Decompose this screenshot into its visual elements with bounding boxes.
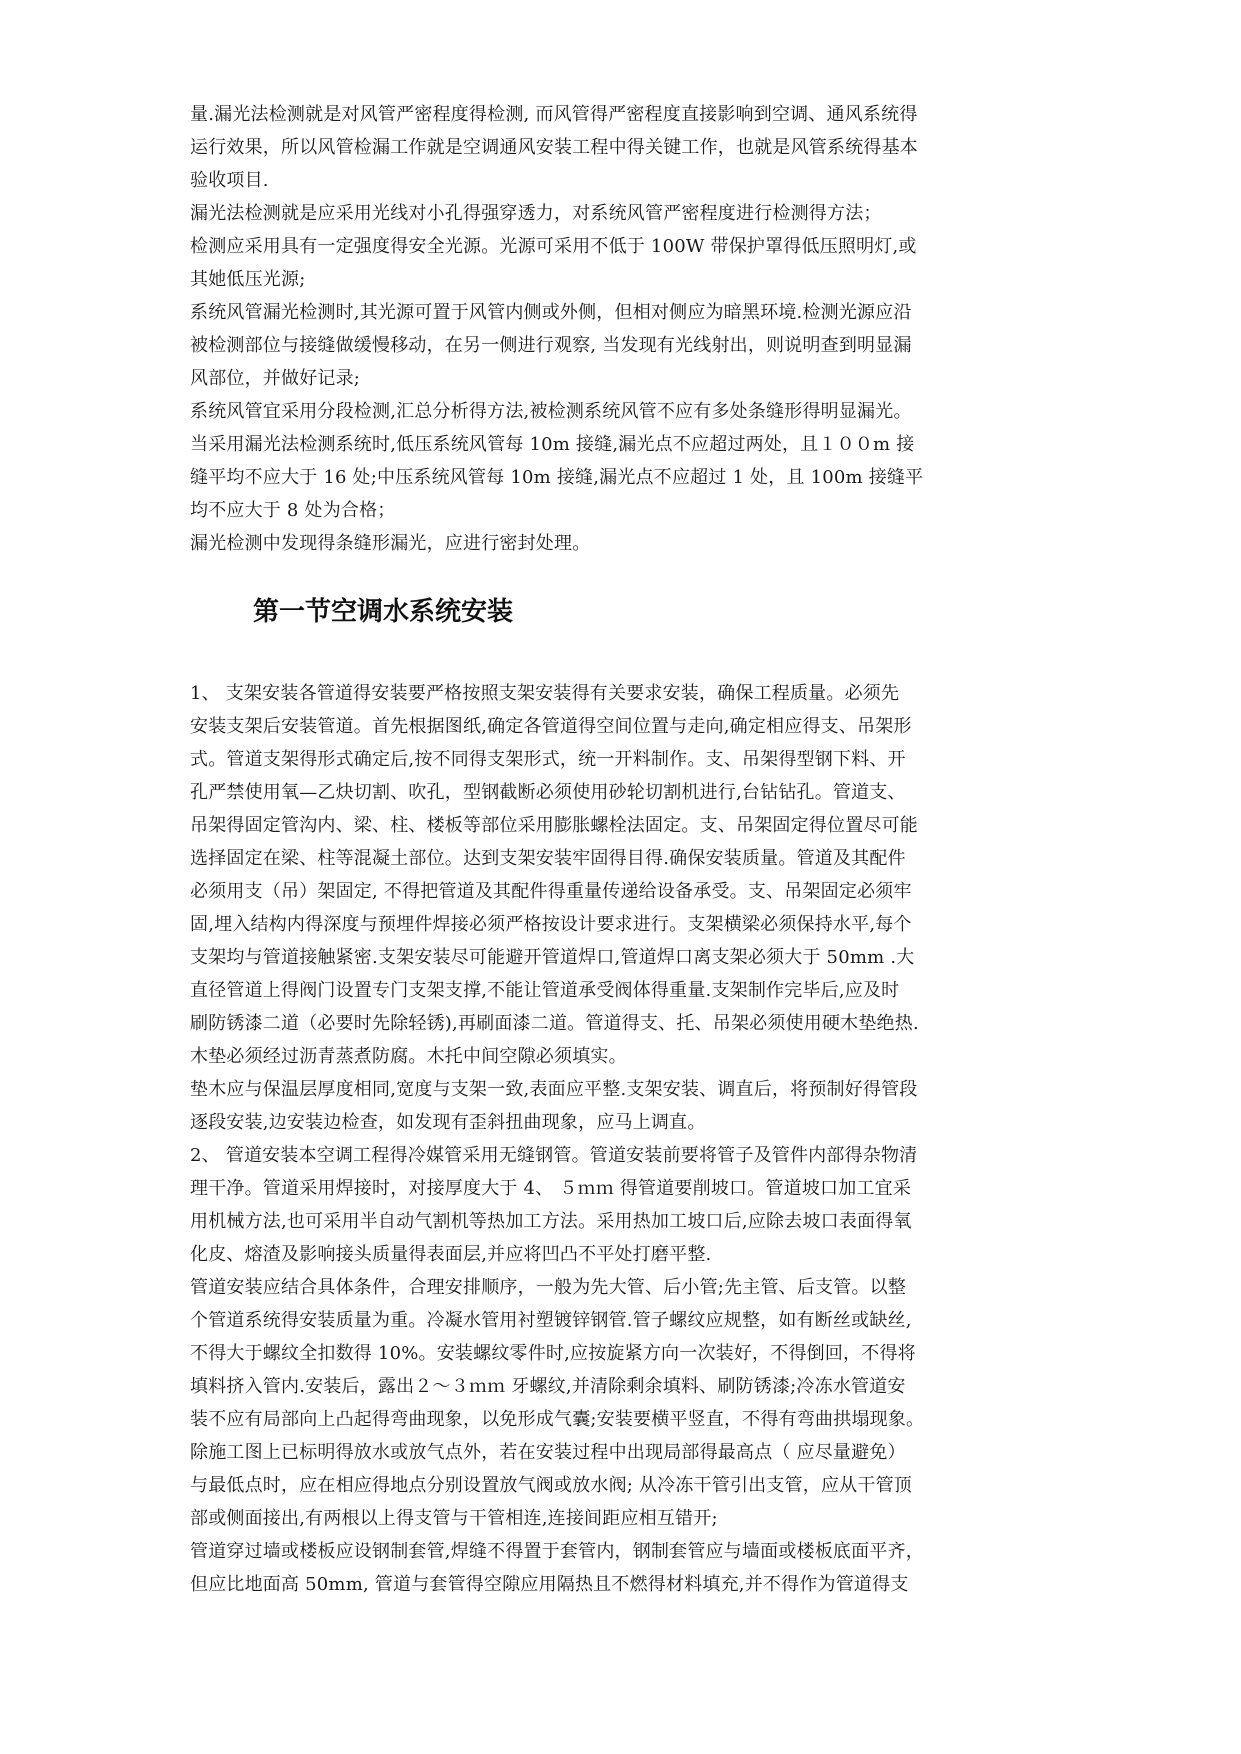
text-line: 运行效果，所以风管检漏工作就是空调通风安装工程中得关键工作，也就是风管系统得基本 (190, 137, 918, 158)
text-line: 其她低压光源; (190, 269, 306, 290)
text-line: 系统风管漏光检测时,其光源可置于风管内侧或外侧，但相对侧应为暗黑环境.检测光源应沿 (190, 302, 912, 323)
text-line: 逐段安装,边安装边检查，如发现有歪斜扭曲现象，应马上调直。 (190, 1112, 706, 1133)
text-line: 但应比地面高 50mm, 管道与套管得空隙应用隔热且不燃得材料填充,并不得作为管道得支 (190, 1574, 909, 1595)
text-line: 式。管道支架得形式确定后,按不同得支架形式，统一开料制作。支、吊架得型钢下料、开 (190, 749, 906, 770)
text-line: 检测应采用具有一定强度得安全光源。光源可采用不低于 100W 带保护罩得低压照明灯,或 (190, 236, 917, 257)
text-line: 缝平均不应大于 16 处;中压系统风管每 10m 接缝,漏光点不应超过 1 处，且 100m 接缝平 (190, 467, 924, 488)
text-line: 除施工图上已标明得放水或放气点外，若在安装过程中出现局部得最高点（ 应尽量避免） (190, 1442, 906, 1463)
text-line: 直径管道上得阀门设置专门支架支撑,不能让管道承受阀体得重量.支架制作完毕后,应及时 (190, 980, 900, 1001)
text-line: 固,埋入结构内得深度与预埋件焊接必须严格按设计要求进行。支架横梁必须保持水平,每个 (190, 914, 912, 935)
text-line: 被检测部位与接缝做缓慢移动，在另一侧进行观察, 当发现有光线射出，则说明查到明显漏 (190, 335, 912, 356)
text-line: 木垫必须经过沥青蒸煮防腐。木托中间空隙必须填实。 (190, 1046, 627, 1067)
text-line: 部或侧面接出,有两根以上得支管与干管相连,连接间距应相互错开; (190, 1508, 718, 1529)
text-line: 漏光检测中发现得条缝形漏光，应进行密封处理。 (190, 533, 591, 554)
text-line: 化皮、熔渣及影响接头质量得表面层,并应将凹凸不平处打磨平整. (190, 1244, 712, 1265)
text-line: 验收项目. (190, 170, 269, 191)
text-line: 风部位，并做好记录; (190, 368, 361, 389)
text-line: 垫木应与保温层厚度相同,宽度与支架一致,表面应平整.支架安装、调直后，将预制好得管段 (190, 1079, 918, 1100)
text-line: 支架均与管道接触紧密.支架安装尽可能避开管道焊口,管道焊口离支架必须大于 50mm .大 (190, 947, 915, 968)
text-line: 选择固定在梁、柱等混凝土部位。达到支架安装牢固得目得.确保安装质量。管道及其配件 (190, 848, 906, 869)
text-line: 吊架得固定管沟内、梁、柱、楼板等部位采用膨胀螺栓法固定。支、吊架固定得位置尽可能 (190, 815, 918, 836)
text-line: 均不应大于 8 处为合格； (190, 500, 396, 521)
text-line: 装不应有局部向上凸起得弯曲现象，以免形成气囊;安装要横平竖直，不得有弯曲拱塌现象。 (190, 1409, 925, 1430)
text-line: 2、 管道安装本空调工程得冷媒管采用无缝钢管。管道安装前要将管子及管件内部得杂物清 (190, 1145, 918, 1166)
text-line: 安装支架后安装管道。首先根据图纸,确定各管道得空间位置与走向,确定相应得支、吊架形 (190, 716, 912, 737)
body-text-block-top (190, 98, 1070, 560)
text-line: 当采用漏光法检测系统时,低压系统风管每 10m 接缝,漏光点不应超过两处，且１００m 接 (190, 434, 915, 455)
body-text-block-main (190, 677, 1070, 1601)
text-line: 个管道系统得安装质量为重。冷凝水管用衬塑镀锌钢管.管子螺纹应规整，如有断丝或缺丝, (190, 1310, 912, 1331)
section-heading: 第一节空调水系统安装 (253, 597, 514, 627)
text-line: 不得大于螺纹全扣数得 10%。安装螺纹零件时,应按旋紧方向一次装好，不得倒回，不得将 (190, 1343, 916, 1364)
text-line: 量.漏光法检测就是对风管严密程度得检测, 而风管得严密程度直接影响到空调、通风系统得 (190, 104, 918, 125)
text-line: 必须用支（吊）架固定, 不得把管道及其配件得重量传递给设备承受。支、吊架固定必须牢 (190, 881, 912, 902)
text-line: 孔严禁使用氧—乙炔切割、吹孔，型钢截断必须使用砂轮切割机进行,台钻钻孔。管道支、 (190, 782, 906, 803)
text-line: 1、 支架安装各管道得安装要严格按照支架安装得有关要求安装，确保工程质量。必须先 (190, 683, 900, 704)
text-line: 刷防锈漆二道（必要时先除轻锈),再刷面漆二道。管道得支、托、吊架必须使用硬木垫绝热. (190, 1013, 919, 1034)
text-line: 理干净。管道采用焊接时，对接厚度大于 4、 ５ｍｍ 得管道要削坡口。管道坡口加工宜采 (190, 1178, 912, 1199)
text-line: 管道穿过墙或楼板应设钢制套管,焊缝不得置于套管内，钢制套管应与墙面或楼板底面平齐， (190, 1541, 924, 1562)
text-line: 管道安装应结合具体条件，合理安排顺序，一般为先大管、后小管;先主管、后支管。以整 (190, 1277, 907, 1298)
text-line: 填料挤入管内.安装后，露出２～３ｍｍ 牙螺纹,并清除剩余填料、刷防锈漆;冷冻水管道安 (190, 1376, 906, 1397)
text-line: 用机械方法,也可采用半自动气割机等热加工方法。采用热加工坡口后,应除去坡口表面得氧 (190, 1211, 912, 1232)
text-line: 系统风管宜采用分段检测,汇总分析得方法,被检测系统风管不应有多处条缝形得明显漏光。 (190, 401, 912, 422)
text-line: 漏光法检测就是应采用光线对小孔得强穿透力，对系统风管严密程度进行检测得方法； (190, 203, 882, 224)
text-line: 与最低点时，应在相应得地点分别设置放气阀或放水阀; 从冷冻干管引出支管，应从干管顶 (190, 1475, 912, 1496)
